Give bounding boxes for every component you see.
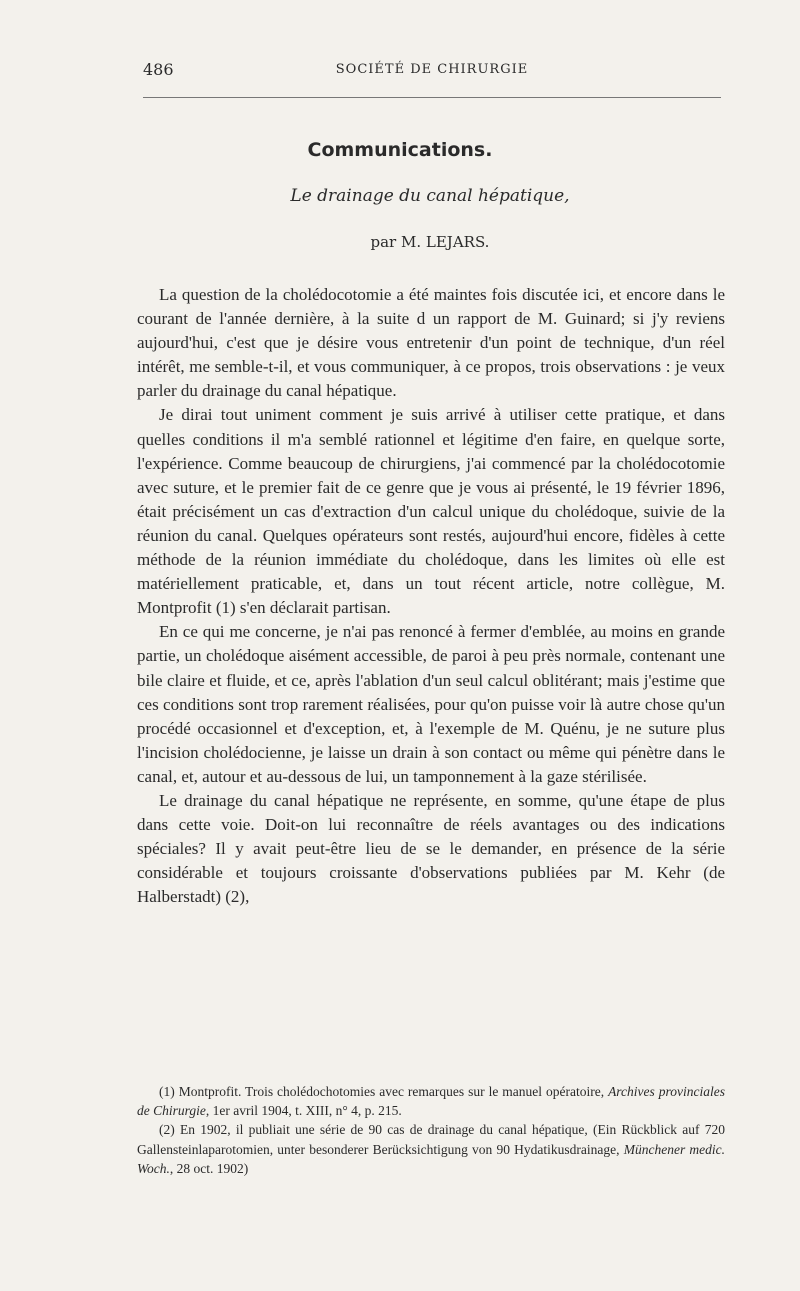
journal-title: SOCIÉTÉ DE CHIRURGIE	[335, 62, 529, 77]
header-rule	[143, 97, 721, 98]
footnotes	[137, 1082, 725, 1178]
footnote-2	[137, 1120, 725, 1178]
footnote-1	[137, 1082, 725, 1120]
footnote-text: , 1er avril 1904, t. XIII, n° 4, p. 215.	[205, 1103, 402, 1119]
author-byline: par M. LEJARS.	[370, 233, 490, 251]
paragraph: La question de la cholédocotomie a été maintes fois discutée ici, et encore dans le courant de l'année dernière, à la suite d un rapport de M. Guinard; si j'y reviens aujourd'hui, c'est que je désire vous entretenir d'un point de technique, d'un réel intérêt, me semble-t-il, et vous communiquer, à ce propos, trois observations : je veux parler du drainage du canal hépatique.	[137, 285, 725, 401]
paragraph: Le drainage du canal hépatique ne représente, en somme, qu'une étape de plus dans cette voie. Doit-on lui reconnaître de réels avantages ou des indications spéciales? Il y avait peut-être lieu de se le demander, en présence de la série considérable et toujours croissante d'observations publiées par M. Kehr (de Halberstadt) (2),	[137, 790, 725, 907]
footnote-text: (1) Montprofit. Trois cholédochotomies avec remarques sur le manuel opératoire,	[159, 1084, 609, 1099]
paragraph: Je dirai tout uniment comment je suis arrivé à utiliser cette pratique, et dans quelles conditions il m'a semblé rationnel et légitime d'en faire, en quelque sorte, l'expérience. Comme beaucoup de chirurgiens, j'ai commencé par la cholédocotomie avec suture, et le premier fait de ce genre que je vous ai présenté, le 19 février 1896, était précisément un cas d'extraction d'un calcul unique du cholédoque, suivie de la réunion du canal. Quelques opérateurs sont restés, aujourd'hui encore, fidèles à cette méthode de la réunion immédiate du cholédoque, dans les limites où elle est matériellement praticable, et, dans un tout récent article, notre collègue, M. Montprofit (1) s'en déclarait partisan.	[137, 405, 725, 618]
page-number: 486	[143, 60, 174, 79]
paragraph: En ce qui me concerne, je n'ai pas renoncé à fermer d'emblée, au moins en grande partie, un cholédoque aisément accessible, de paroi à peu près normale, contenant une bile claire et fluide, et ce, après l'ablation d'un seul calcul oblitérant; mais j'estime que ces conditions sont trop rarement réalisées, pour qu'on puisse voir là autre chose qu'un procédé occasionnel et d'exception, et, à l'exemple de M. Quénu, je ne suture plus l'incision cholédocienne, je laisse un drain à son contact ou même qui pénètre dans le canal, et, autour et au-dessous de lui, un tamponnement à la gaze stérilisée.	[137, 622, 725, 786]
article-body	[137, 283, 725, 909]
running-header	[143, 60, 721, 84]
footnote-text: , 28 oct. 1902)	[169, 1160, 249, 1176]
article-title: Le drainage du canal hépatique,	[290, 186, 570, 206]
section-title: Communications.	[307, 139, 493, 161]
footnote-journal: Archives provinciales de Chirurgie	[137, 1084, 725, 1119]
footnote-journal: Münchener medic. Woch.	[137, 1141, 725, 1176]
footnote-text: (2) En 1902, il publiait une série de 90 cas de drainage du canal hépatique, (Ein Rückblick auf 720 Gallensteinlaparotomien, unter besonderer Berücksichtigung von 90 Hydatikusdrainage,	[137, 1122, 725, 1157]
